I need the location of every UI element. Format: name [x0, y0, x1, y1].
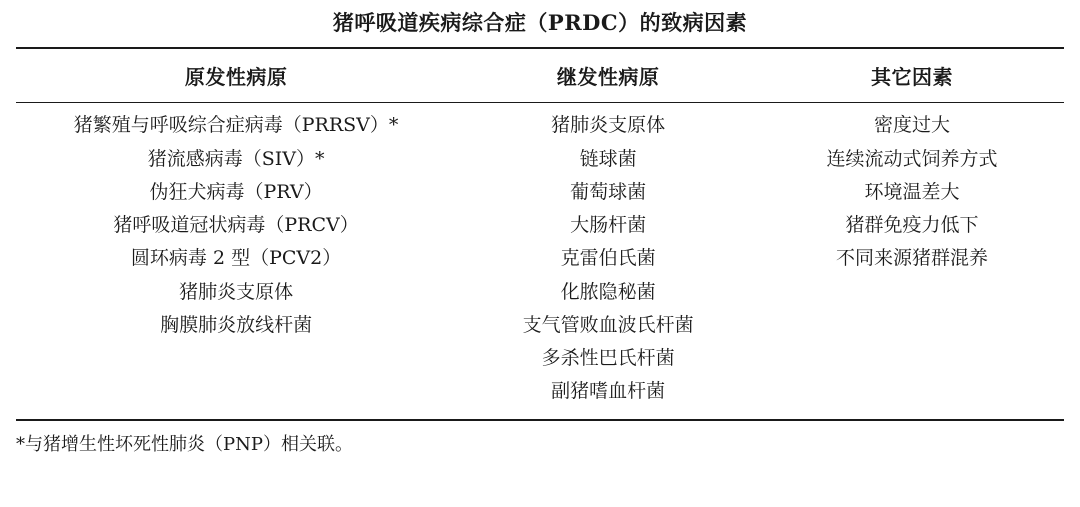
list-item: 猪肺炎支原体 [551, 114, 666, 137]
list-item: 猪呼吸道冠状病毒（PRCV） [113, 214, 359, 237]
cell-primary-pathogens [16, 103, 456, 418]
list-item: 支气管败血波氏杆菌 [522, 313, 694, 336]
document-page [0, 8, 1080, 507]
prdc-table-body [16, 103, 1064, 418]
other-factor-list [764, 109, 1060, 275]
table-row [16, 103, 1064, 418]
list-item: 连续流动式饲养方式 [826, 147, 998, 170]
list-item: 不同来源猪群混养 [836, 247, 989, 270]
list-item: 克雷伯氏菌 [560, 247, 656, 270]
list-item: 化脓隐秘菌 [560, 280, 656, 303]
page-title: 猪呼吸道疾病综合症（PRDC）的致病因素 [332, 10, 748, 35]
list-item: 胸膜肺炎放线杆菌 [160, 313, 313, 336]
list-item: 副猪嗜血杆菌 [551, 380, 666, 403]
list-item: 圆环病毒 2 型（PCV2） [130, 247, 342, 270]
list-item: 猪肺炎支原体 [179, 280, 294, 303]
primary-pathogen-list [20, 109, 452, 342]
cell-other-factors [760, 103, 1064, 418]
list-item: 多杀性巴氏杆菌 [541, 347, 675, 370]
table-header-row [16, 49, 1064, 102]
list-item: 猪流感病毒（SIV）* [147, 147, 325, 170]
prdc-table [16, 49, 1064, 102]
column-header-secondary: 继发性病原 [556, 65, 660, 90]
column-header-other: 其它因素 [871, 65, 954, 90]
list-item: 猪繁殖与呼吸综合症病毒（PRRSV）* [73, 114, 399, 137]
cell-secondary-pathogens [456, 103, 760, 418]
list-item: 猪群免疫力低下 [845, 214, 979, 237]
list-item: 环境温差大 [864, 180, 960, 203]
list-item: 大肠杆菌 [570, 214, 647, 237]
list-item: 链球菌 [579, 147, 637, 170]
list-item: 密度过大 [874, 114, 951, 137]
list-item: 伪狂犬病毒（PRV） [149, 180, 323, 203]
secondary-pathogen-list [460, 109, 756, 408]
list-item: 葡萄球菌 [570, 180, 647, 203]
column-header-primary: 原发性病原 [184, 65, 288, 90]
table-footnote: *与猪增生性坏死性肺炎（PNP）相关联。 [16, 433, 353, 455]
